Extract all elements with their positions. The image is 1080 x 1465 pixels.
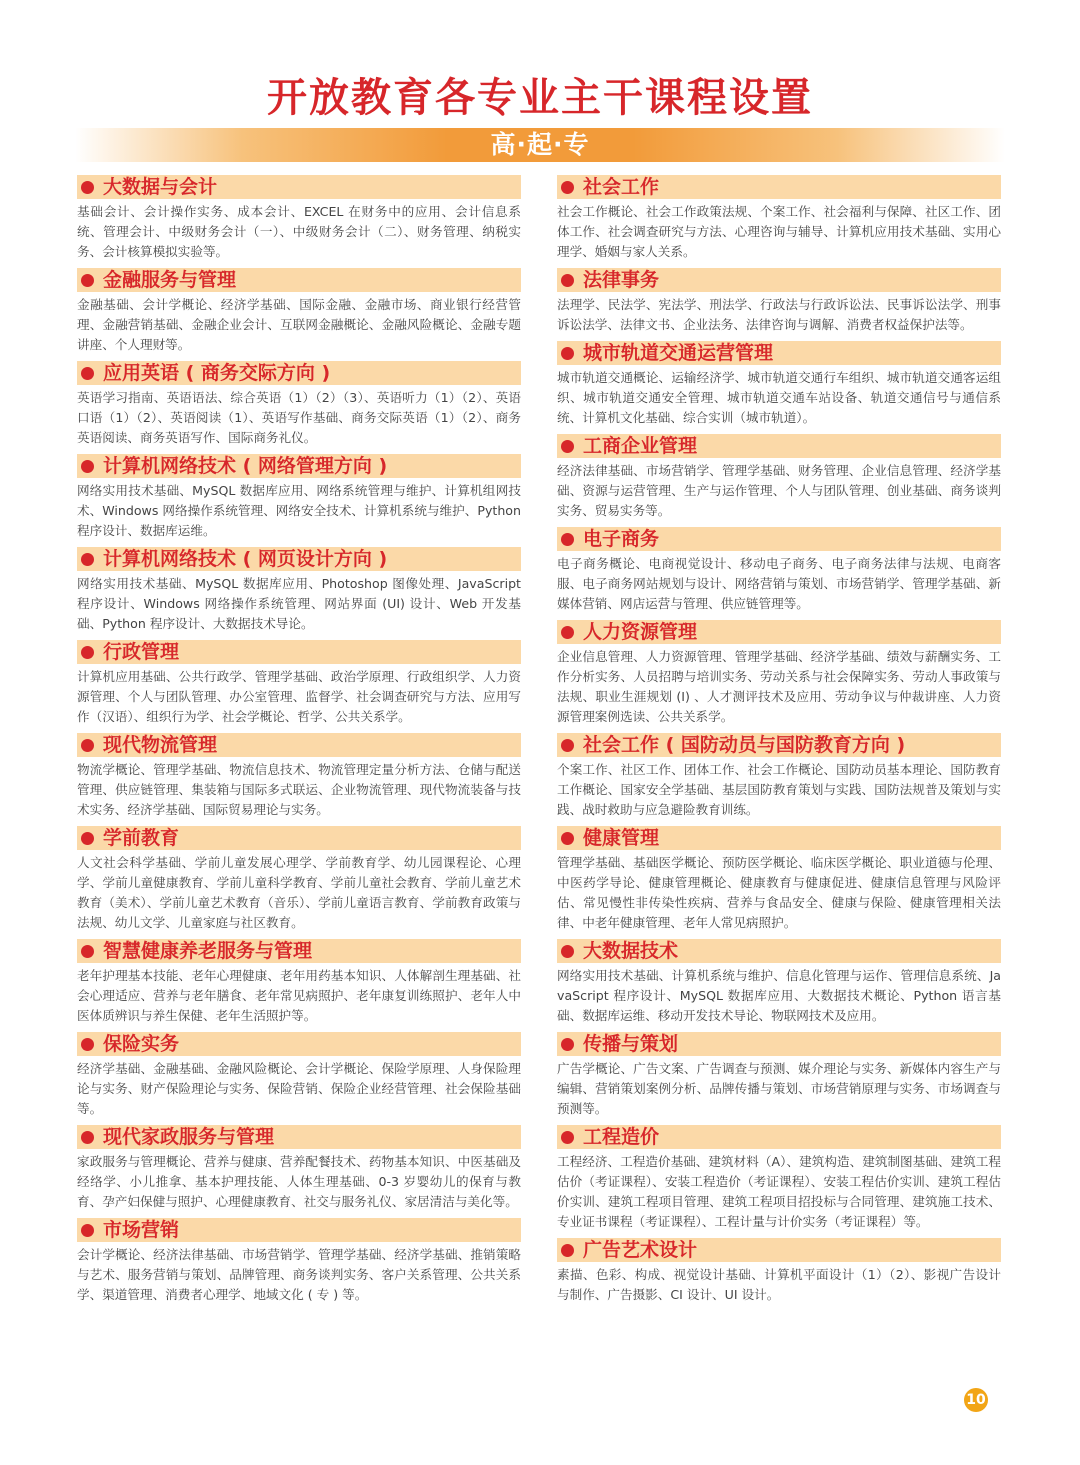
page-number-badge: 10: [964, 1388, 988, 1412]
major-section: [77, 1125, 521, 1212]
major-header: [557, 620, 1001, 644]
level-banner: [75, 128, 1005, 162]
bullet-dot-icon: [561, 274, 574, 287]
course-list: 社会工作概论、社会工作政策法规、个案工作、社会福利与保障、社区工作、团体工作、社会调查研究与方法、心理咨询与辅导、计算机应用技术基础、实用心理学、婚姻与家人关系。: [557, 204, 1001, 259]
bullet-dot-icon: [561, 1244, 574, 1257]
major-header: [77, 939, 521, 963]
bullet-dot-icon: [561, 945, 574, 958]
major-header: [557, 434, 1001, 458]
bullet-dot-icon: [81, 739, 94, 752]
course-list: 网络实用技术基础、MySQL 数据库应用、网络系统管理与维护、计算机组网技术、Windows 网络操作系统管理、网络安全技术、计算机系统与维护、Python 程序设计、数据库运维。: [77, 483, 521, 538]
major-header: [557, 1125, 1001, 1149]
major-header: [557, 826, 1001, 850]
major-name: 社会工作: [583, 176, 660, 198]
bullet-dot-icon: [561, 533, 574, 546]
course-list: 基础会计、会计操作实务、成本会计、EXCEL 在财务中的应用、会计信息系统、管理会计、中级财务会计（一）、中级财务会计（二）、财务管理、纳税实务、会计核算模拟实验等。: [77, 204, 521, 259]
page-title: 开放教育各专业主干课程设置: [267, 75, 813, 121]
bullet-dot-icon: [81, 367, 94, 380]
major-name: 大数据技术: [583, 940, 679, 962]
major-section: [77, 361, 521, 448]
major-name: 市场营销: [103, 1219, 180, 1241]
bullet-dot-icon: [81, 460, 94, 473]
major-header: [77, 640, 521, 664]
course-list: 网络实用技术基础、MySQL 数据库应用、Photoshop 图像处理、JavaScript 程序设计、Windows 网络操作系统管理、网站界面 (UI) 设计、Web 开发基础、Python 程序设计、大数据技术导论。: [77, 576, 521, 631]
bullet-dot-icon: [561, 1038, 574, 1051]
major-header: [77, 1125, 521, 1149]
major-name: 计算机网络技术 ( 网页设计方向 ): [103, 548, 388, 570]
major-name: 行政管理: [103, 641, 180, 663]
level-banner-label: 高·起·专: [490, 130, 590, 159]
course-list: 电子商务概论、电商视觉设计、移动电子商务、电子商务法律与法规、电商客服、电子商务网站规划与设计、网络营销与策划、市场营销学、管理学基础、新媒体营销、网店运营与管理、供应链管理等。: [557, 556, 1001, 611]
course-list: 经济学基础、金融基础、金融风险概论、会计学概论、保险学原理、人身保险理论与实务、财产保险理论与实务、保险营销、保险企业经营管理、社会保险基础等。: [77, 1061, 521, 1116]
bullet-dot-icon: [561, 1131, 574, 1144]
major-section: [77, 826, 521, 933]
major-header: [77, 547, 521, 571]
bullet-dot-icon: [81, 832, 94, 845]
major-name: 现代物流管理: [103, 734, 218, 756]
major-header: [77, 733, 521, 757]
major-section: [557, 175, 1001, 262]
major-header: [77, 826, 521, 850]
right-column: [557, 175, 1001, 1311]
major-section: [557, 826, 1001, 933]
major-name: 现代家政服务与管理: [103, 1126, 275, 1148]
course-list: 网络实用技术基础、计算机系统与维护、信息化管理与运作、管理信息系统、JavaScript 程序设计、MySQL 数据库应用、大数据技术概论、Python 语言基础、数据库运维、移动开发技术导论、物联网技术及应用。: [557, 968, 1001, 1023]
bullet-dot-icon: [561, 347, 574, 360]
major-name: 应用英语 ( 商务交际方向 ): [103, 362, 331, 384]
major-header: [557, 175, 1001, 199]
major-header: [77, 175, 521, 199]
major-section: [557, 733, 1001, 820]
course-list: 计算机应用基础、公共行政学、管理学基础、政治学原理、行政组织学、人力资源管理、个人与团队管理、办公室管理、监督学、社会调查研究与方法、应用写作（汉语）、组织行为学、社会学概论、哲学、公共关系学。: [77, 669, 521, 724]
bullet-dot-icon: [81, 553, 94, 566]
major-name: 社会工作 ( 国防动员与国防教育方向 ): [583, 734, 906, 756]
major-header: [557, 527, 1001, 551]
course-list: 家政服务与管理概论、营养与健康、营养配餐技术、药物基本知识、中医基础及经络学、小儿推拿、基本护理技能、人体生理基础、0-3 岁婴幼儿的保育与教育、孕产妇保健与照护、心理健康教育、社交与服务礼仪、家居清洁与美化等。: [77, 1154, 521, 1209]
major-section: [557, 1238, 1001, 1305]
course-list: 工程经济、工程造价基础、建筑材料（A）、建筑构造、建筑制图基础、建筑工程估价（考证课程）、安装工程造价（考证课程）、安装工程估价实训、建筑工程估价实训、建筑工程项目管理、建筑工程项目招投标与合同管理、建筑施工技术、专业证书课程（考证课程）、工程计量与计价实务（考证课程）等。: [557, 1154, 1001, 1229]
major-section: [557, 268, 1001, 335]
course-list: 会计学概论、经济法律基础、市场营销学、管理学基础、经济学基础、推销策略与艺术、服务营销与策划、品牌管理、商务谈判实务、客户关系管理、公共关系学、渠道管理、消费者心理学、地域文化 ( 专 ) 等。: [77, 1247, 521, 1302]
major-section: [77, 939, 521, 1026]
bullet-dot-icon: [561, 832, 574, 845]
major-name: 工程造价: [583, 1126, 660, 1148]
major-name: 保险实务: [103, 1033, 180, 1055]
major-name: 法律事务: [583, 269, 660, 291]
course-list: 物流学概论、管理学基础、物流信息技术、物流管理定量分析方法、仓储与配送管理、供应链管理、集装箱与国际多式联运、企业物流管理、现代物流装备与技术实务、经济学基础、国际贸易理论与实务。: [77, 762, 521, 817]
course-list: 经济法律基础、市场营销学、管理学基础、财务管理、企业信息管理、经济学基础、资源与运营管理、生产与运作管理、个人与团队管理、创业基础、商务谈判实务、贸易实务等。: [557, 463, 1001, 518]
major-name: 健康管理: [583, 827, 660, 849]
major-section: [77, 175, 521, 262]
major-header: [557, 341, 1001, 365]
major-header: [77, 361, 521, 385]
course-list: 人文社会科学基础、学前儿童发展心理学、学前教育学、幼儿园课程论、心理学、学前儿童健康教育、学前儿童科学教育、学前儿童社会教育、学前儿童艺术教育（美术）、学前儿童艺术教育（音乐）、学前儿童语言教育、学前教育政策与法规、幼儿文学、儿童家庭与社区教育。: [77, 855, 521, 930]
bullet-dot-icon: [561, 626, 574, 639]
course-list: 个案工作、社区工作、团体工作、社会工作概论、国防动员基本理论、国防教育工作概论、国家安全学基础、基层国防教育策划与实践、国防法规普及策划与实践、战时救助与应急避险教育训练。: [557, 762, 1001, 817]
major-name: 智慧健康养老服务与管理: [103, 940, 313, 962]
major-header: [557, 268, 1001, 292]
course-list: 城市轨道交通概论、运输经济学、城市轨道交通行车组织、城市轨道交通客运组织、城市轨道交通安全管理、城市轨道交通车站设备、轨道交通信号与通信系统、计算机文化基础、综合实训（城市轨道）。: [557, 370, 1001, 425]
major-header: [77, 1032, 521, 1056]
left-column: [77, 175, 521, 1311]
bullet-dot-icon: [81, 1224, 94, 1237]
major-section: [557, 434, 1001, 521]
course-list: 老年护理基本技能、老年心理健康、老年用药基本知识、人体解剖生理基础、社会心理适应、营养与老年膳食、老年常见病照护、老年康复训练照护、老年人中医体质辨识与养生保健、老年生活照护等。: [77, 968, 521, 1023]
major-section: [557, 527, 1001, 614]
course-list: 管理学基础、基础医学概论、预防医学概论、临床医学概论、职业道德与伦理、中医药学导论、健康管理概论、健康教育与健康促进、健康信息管理与风险评估、常见慢性非传染性疾病、营养与食品安全、健康与保险、健康管理相关法律、中老年健康管理、老年人常见病照护。: [557, 855, 1001, 930]
bullet-dot-icon: [561, 739, 574, 752]
major-section: [77, 268, 521, 355]
major-name: 金融服务与管理: [103, 269, 237, 291]
major-section: [557, 1032, 1001, 1119]
major-name: 计算机网络技术 ( 网络管理方向 ): [103, 455, 388, 477]
bullet-dot-icon: [81, 274, 94, 287]
major-section: [557, 341, 1001, 428]
major-section: [77, 547, 521, 634]
major-section: [557, 939, 1001, 1026]
major-section: [557, 620, 1001, 727]
major-name: 工商企业管理: [583, 435, 698, 457]
major-section: [77, 454, 521, 541]
course-list: 英语学习指南、英语语法、综合英语（1）（2）（3）、英语听力（1）（2）、英语口语（1）（2）、英语阅读（1）、英语写作基础、商务交际英语（1）（2）、商务英语阅读、商务英语写作、国际商务礼仪。: [77, 390, 521, 445]
bullet-dot-icon: [81, 181, 94, 194]
bullet-dot-icon: [561, 181, 574, 194]
bullet-dot-icon: [561, 440, 574, 453]
major-header: [557, 1032, 1001, 1056]
major-header: [77, 454, 521, 478]
major-header: [557, 939, 1001, 963]
major-name: 电子商务: [583, 528, 660, 550]
major-section: [77, 1032, 521, 1119]
course-list: 法理学、民法学、宪法学、刑法学、行政法与行政诉讼法、民事诉讼法学、刑事诉讼法学、法律文书、企业法务、法律咨询与调解、消费者权益保护法等。: [557, 297, 1001, 332]
bullet-dot-icon: [81, 646, 94, 659]
major-header: [77, 1218, 521, 1242]
major-name: 人力资源管理: [583, 621, 698, 643]
course-list: 广告学概论、广告文案、广告调查与预测、媒介理论与实务、新媒体内容生产与编辑、营销策划案例分析、品牌传播与策划、市场营销原理与实务、市场调查与预测等。: [557, 1061, 1001, 1116]
course-list: 金融基础、会计学概论、经济学基础、国际金融、金融市场、商业银行经营管理、金融营销基础、金融企业会计、互联网金融概论、金融风险概论、金融专题讲座、个人理财等。: [77, 297, 521, 352]
bullet-dot-icon: [81, 1131, 94, 1144]
bullet-dot-icon: [81, 945, 94, 958]
course-list: 素描、色彩、构成、视觉设计基础、计算机平面设计（1）（2）、影视广告设计与制作、广告摄影、CI 设计、UI 设计。: [557, 1267, 1001, 1302]
major-name: 传播与策划: [583, 1033, 679, 1055]
major-header: [77, 268, 521, 292]
major-header: [557, 1238, 1001, 1262]
major-section: [77, 640, 521, 727]
major-section: [557, 1125, 1001, 1232]
major-header: [557, 733, 1001, 757]
major-section: [77, 733, 521, 820]
course-list: 企业信息管理、人力资源管理、管理学基础、经济学基础、绩效与薪酬实务、工作分析实务、人员招聘与培训实务、劳动关系与社会保障实务、劳动人事政策与法规、职业生涯规划 (I) 、人才测评技术及应用、劳动争议与仲裁讲座、人力资源管理案例选读、公共关系学。: [557, 649, 1001, 724]
major-name: 大数据与会计: [103, 176, 218, 198]
major-section: [77, 1218, 521, 1305]
bullet-dot-icon: [81, 1038, 94, 1051]
major-name: 城市轨道交通运营管理: [583, 342, 774, 364]
major-name: 学前教育: [103, 827, 180, 849]
major-name: 广告艺术设计: [583, 1239, 698, 1261]
